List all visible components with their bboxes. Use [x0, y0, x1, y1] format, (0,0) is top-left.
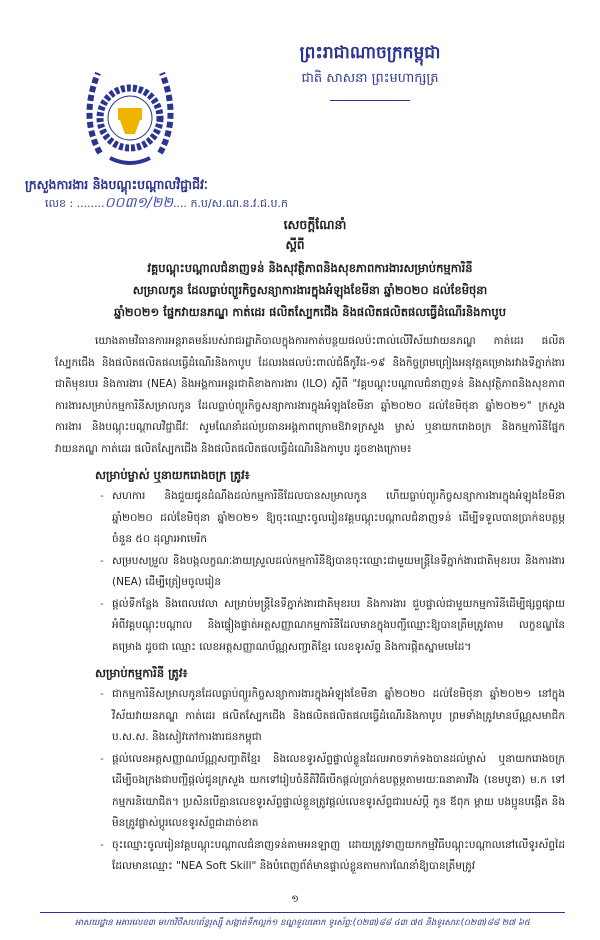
document-content [0, 176, 600, 940]
national-motto: ជាតិ សាសនា ព្រះមហាក្សត្រ [301, 71, 439, 86]
intro-paragraph: យោងតាមវិធានការអន្តរាគមន៍របស់រាជរដ្ឋាភិបាលក្នុងការកាត់បន្ថយផលប៉ះពាល់លើវិស័យវាយនភណ្ឌ កាត់ដេរ ផលិតស្បែកជើង និងផលិតផលិតផលធ្វើដំណើរនិងកាបូប ដែលរងផលប៉ះពាល់ជំងឺកូវីដ-១៩ និងកិច្ចព្រមព្រៀងអនុវត្តគម្រោងរវាងទីភ្នាក់ងារជាតិមុខរបរ និងការងារ (NEA) និងអង្គការអន្តរជាតិខាងការងារ (ILO) ស្តីពី "វគ្គបណ្តុះបណ្តាលជំនាញទន់ និងសុវត្ថិភាពនិងសុខភាពការងារសម្រាប់កម្មការិនីសម្រាលកូន ដែលធ្លាប់ព្យួរកិច្ចសន្យាការងារក្នុងអំឡុងខែមីនា ឆ្នាំ២០២០ ដល់ខែមិថុនា ឆ្នាំ២០២១" ក្រសួងការងារ និងបណ្តុះបណ្តាលវិជ្ជាជីវៈ សូមណែនាំដល់ប្រធានអង្គភាពក្រោមឱវាទក្រសួង ម្ចាស់ ឬនាយករោងចក្រ និងកម្មការិនីផ្នែកវាយនភណ្ឌ កាត់ដេរ ផលិតស្បែកជើង និងផលិតផលិតផលធ្វើដំណើរនិងកាបូប ដូចខាងក្រោម៖ [55, 335, 565, 455]
list-item: - ផ្តល់ទីកន្លែង និងពេលវេលា សម្រាប់មន្ត្រីនៃទីភ្នាក់ងារជាតិមុខរបរ និងការងារ ជួបផ្ទាល់ជាមួយកម្មការិនីដើម្បីផ្សព្វផ្សាយអំពីវគ្គបណ្តុះបណ្តាល និងផ្ទៀងផ្ទាត់អត្តសញ្ញាណកម្មការិនីដែលមានក្នុងបញ្ជីឈ្មោះឱ្យបានត្រឹមត្រូវតាម លក្ខខណ្ឌនៃគម្រោង ដូចជា ឈ្មោះ លេខអត្តសញ្ញាណប័ណ្ណសញ្ជាតិខ្មែរ លេខទូរស័ព្ទ និងការផ្តិតស្នាមមេដៃ។ [100, 594, 565, 659]
footer-divider [40, 912, 565, 914]
footer-address: អាសយដ្ឋាន អគារលេខ៣ មហាវិថីសហព័ន្ធរុស្ស៊ី សង្កាត់ទឹកល្អក់១ ខណ្ឌទួលគោក ទូរស័ព្ទ:(០២៣)៨៨ ៤៣ ៧៥ និងទូរសារ:(០២៣)៨៨ ២៧ ៦៥ [75, 918, 530, 928]
title-line: ឆ្នាំ២០២១ ផ្នែកវាយនភណ្ឌ កាត់ដេរ ផលិតស្បែកជើង និងផលិតផលិតផលធ្វើដំណើរនិងកាបូប [113, 305, 506, 319]
ref-suffix: ក.ប/ស.ណ.ន.វ.ជ.ប.ក [190, 197, 288, 210]
document-title [55, 257, 565, 323]
list-item: - ផ្តល់លេខអត្តសញ្ញាណប័ណ្ណសញ្ជាតិខ្មែរ និងលេខទូរស័ព្ទផ្ទាល់ខ្លួនដែលអាចទាក់ទងបានដល់ម្ចាស់ ឬនាយករោងចក្រ ដើម្បីចងក្រងជាបញ្ជីផ្តល់ជូនក្រសួង យកទៅរៀបចំនីតិវិធីបើកផ្តល់ប្រាក់ឧបត្ថម្ភតាមរយៈធនាគារវីង (ខេមបូឌា) ម.ក ទៅកម្មករនិយោជិត។ ប្រសិនបើគ្មានលេខទូរស័ព្ទផ្ទាល់ខ្លួនត្រូវផ្តល់លេខទូរស័ព្ទជារបស់ប្តី កូន ឪពុក ម្តាយ បងប្អូនបង្កើត និងមិនត្រូវផ្លាស់ប្តូរលេខទូរស័ព្ទជាដាច់ខាត [100, 749, 565, 835]
section-heading-employers: សម្រាប់ម្ចាស់ ឬនាយករោងចក្រ ត្រូវ៖ [95, 468, 250, 482]
document-about: ស្តីពី [285, 238, 305, 252]
list-item: - សហការ និងជួយជូនដំណឹងដល់កម្មការិនីដែលបានសម្រាលកូន ហើយធ្លាប់ព្យួរកិច្ចសន្យាការងារក្នុងអំឡុងខែមីនា ឆ្នាំ២០២០ ដល់ខែមិថុនា ឆ្នាំ២០២១ ឱ្យចុះឈ្មោះចូលរៀនវគ្គបណ្តុះបណ្តាលជំនាញទន់ ដើម្បីទទួលបានប្រាក់ឧបត្ថម្ភចំនួន ៥០ ដុល្លារអាមេរិក [100, 486, 565, 551]
section-heading-workers: សម្រាប់កម្មការិនី ត្រូវ៖ [95, 666, 188, 680]
employer-instructions [100, 486, 565, 658]
kingdom-heading: ព្រះរាជាណាចក្រកម្ពុជា [299, 43, 441, 63]
list-item: - ជាកម្មការិនីសម្រាលកូនដែលធ្លាប់ព្យួរកិច្ចសន្យាការងារក្នុងអំឡុងខែមីនា ឆ្នាំ២០២០ ដល់ខែមិថុនា ឆ្នាំ២០២១ នៅក្នុងវិស័យវាយនភណ្ឌ កាត់ដេរ ផលិតស្បែកជើង និងផលិតផលិតផលធ្វើដំណើរនិងកាបូប ព្រមទាំងត្រូវមានប័ណ្ណសមាជិក ប.ស.ស. និងសៀវភៅការងារជនកម្ពុជា [100, 684, 565, 749]
reference-number: លេខ : ........០០៣១/២២.... ក.ប/ស.ណ.ន.វ.ជ.ប.ក [45, 195, 288, 211]
list-item: - ចុះឈ្មោះចូលរៀនវគ្គបណ្តុះបណ្តាលជំនាញទន់តាមអនឡាញ ដោយត្រូវទាញយកកម្មវិធីបណ្តុះបណ្តាលនៅលើទូរស័ព្ទដៃ ដែលមានឈ្មោះ "NEA Soft Skill" និងបំពេញព័ត៌មានផ្ទាល់ខ្លួនតាមការណែនាំឱ្យបានត្រឹមត្រូវ [100, 835, 565, 878]
letterhead [0, 0, 600, 176]
document-type: សេចក្តីណែនាំ [283, 217, 347, 232]
title-line: វគ្គបណ្តុះបណ្តាលជំនាញទន់ និងសុវត្ថិភាពនិងសុខភាពការងារសម្រាប់កម្មការិនី [147, 261, 473, 275]
ministry-name: ក្រសួងការងារ និងបណ្តុះបណ្តាលវិជ្ជាជីវៈ [25, 177, 208, 192]
worker-instructions [100, 684, 565, 878]
list-item: - សម្របសម្រួល និងបង្កលក្ខណៈងាយស្រួលដល់កម្មការិនីឱ្យបានចុះឈ្មោះជាមួយមន្ត្រីនៃទីភ្នាក់ងារជាតិមុខរបរ និងការងារ (NEA) ដើម្បីត្រៀមចូលរៀន [100, 551, 565, 594]
ref-number-handwritten: ០០៣១/២២ [104, 195, 173, 211]
ministry-logo [80, 58, 180, 173]
page-number: ១ [291, 893, 299, 905]
header-divider [330, 100, 410, 101]
ref-label: លេខ : [45, 197, 74, 210]
title-line: សម្រាលកូន ដែលធ្លាប់ព្យួរកិច្ចសន្យាការងារក្នុងអំឡុងខែមីនា ឆ្នាំ២០២០ ដល់ខែមិថុនា [132, 283, 488, 297]
